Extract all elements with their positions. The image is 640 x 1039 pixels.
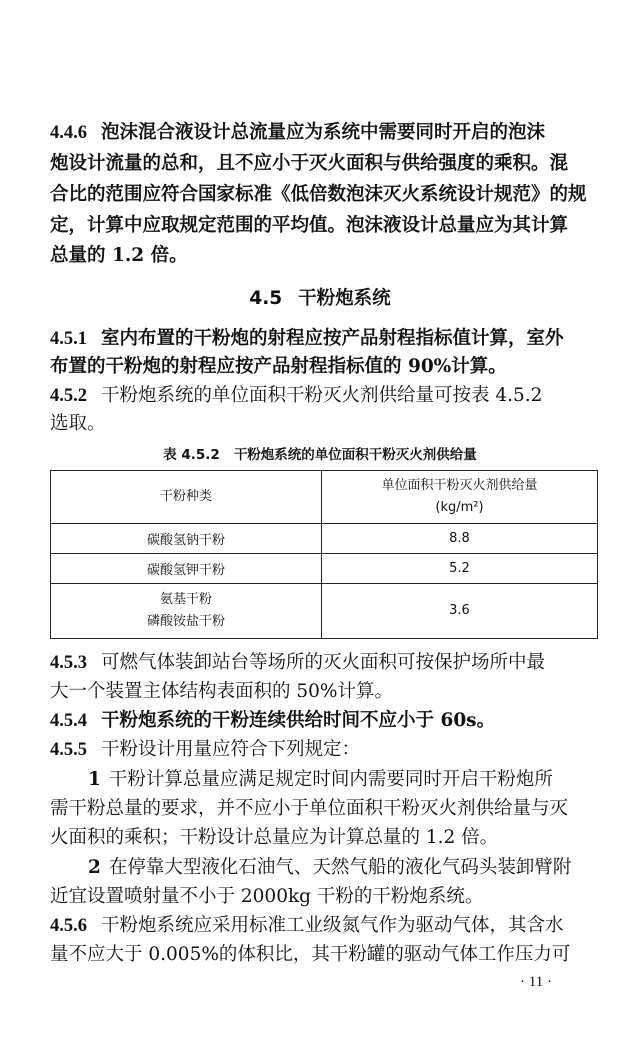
clause-number: 4.5.3 [50, 653, 87, 673]
clause-number: 4.4.6 [50, 123, 87, 143]
item-number: 1 [88, 769, 101, 790]
supply-rate-cell: 5.2 [322, 554, 598, 584]
clause-4-5-4-line-1 [50, 708, 495, 734]
supply-rate-cell: 3.6 [322, 584, 598, 639]
section-number: 4.5 [249, 288, 283, 309]
table-row [51, 584, 598, 639]
clause-4-5-6-line-2: 量不应大于 0.005%的体积比，其干粉罐的驱动气体工作压力可 [50, 944, 571, 965]
clause-4-5-5-item-1-line-2: 需干粉总量的要求，并不应小于单位面积干粉灭火剂供给量与灭 [50, 798, 569, 819]
table-number: 表 4.5.2 [163, 447, 220, 463]
clause-4-4-6-line-3: 合比的范围应符合国家标准《低倍数泡沫灭火系统设计规范》的规 [50, 184, 587, 205]
clause-text: 泡沫混合液设计总流量应为系统中需要同时开启的泡沫 [101, 122, 546, 143]
table-row [51, 524, 598, 554]
clause-4-5-6-line-1 [50, 913, 564, 939]
item-number: 2 [88, 857, 101, 878]
item-text: 干粉计算总量应满足规定时间内需要同时开启干粉炮所 [108, 769, 553, 790]
clause-text: 室内布置的干粉炮的射程应按产品射程指标值计算，室外 [101, 328, 564, 349]
powder-type-line-1: 氨基干粉 [159, 592, 212, 607]
clause-4-5-5-item-2-line-1 [88, 855, 571, 881]
clause-4-4-6-line-1 [50, 120, 545, 146]
clause-number: 4.5.4 [50, 711, 87, 731]
header-supply-rate-unit: (kg/m²) [435, 500, 484, 515]
section-title [0, 284, 640, 310]
supply-rate-cell: 8.8 [322, 524, 598, 554]
powder-type-cell: 碳酸氢钾干粉 [51, 554, 322, 584]
clause-4-5-5-item-1-line-3: 火面积的乘积；干粉设计总量应为计算总量的 1.2 倍。 [50, 827, 499, 848]
clause-4-5-2-line-2: 选取。 [50, 413, 106, 434]
table-row [51, 554, 598, 584]
item-text: 在停靠大型液化石油气、天然气船的液化气码头装卸臂附 [108, 857, 572, 878]
clause-4-5-2-line-1 [50, 383, 542, 409]
clause-4-5-5-line-1 [50, 737, 360, 763]
clause-4-4-6-line-4: 定，计算中应取规定范围的平均值。泡沫液设计总量应为其计算 [50, 215, 569, 236]
clause-4-5-5-item-2-line-2: 近宜设置喷射量不小于 2000kg 干粉的干粉炮系统。 [50, 886, 484, 907]
clause-4-4-6-line-2: 炮设计流量的总和，且不应小于灭火面积与供给强度的乘积。混 [50, 153, 569, 174]
clause-number: 4.5.5 [50, 740, 87, 760]
section-name: 干粉炮系统 [298, 288, 391, 309]
header-supply-rate-label: 单位面积干粉灭火剂供给量 [381, 478, 538, 493]
clause-4-5-5-item-1-line-1 [88, 767, 553, 793]
clause-number: 4.5.2 [50, 386, 87, 406]
clause-text: 可燃气体装卸站台等场所的灭火面积可按保护场所中最 [101, 652, 546, 673]
clause-4-4-6-line-5: 总量的 1.2 倍。 [50, 245, 188, 266]
powder-type-cell: 碳酸氢钠干粉 [51, 524, 322, 554]
clause-4-5-3-line-1 [50, 650, 545, 676]
powder-type-cell [51, 584, 322, 639]
clause-text: 干粉炮系统的干粉连续供给时间不应小于 60s。 [101, 710, 496, 731]
header-supply-rate [322, 471, 598, 524]
clause-number: 4.5.6 [50, 916, 87, 936]
table-caption [0, 443, 640, 463]
powder-type-line-2: 磷酸铵盐干粉 [146, 614, 225, 629]
clause-text: 干粉炮系统应采用标准工业级氮气作为驱动气体，其含水 [101, 915, 564, 936]
page-number: · 11 · [520, 974, 552, 990]
clause-4-5-3-line-2: 大一个装置主体结构表面积的 50%计算。 [50, 681, 394, 702]
header-powder-type: 干粉种类 [51, 471, 322, 524]
table-header-row [51, 471, 598, 524]
powder-supply-table [50, 470, 598, 639]
clause-text: 干粉炮系统的单位面积干粉灭火剂供给量可按表 4.5.2 [101, 385, 543, 406]
clause-4-5-1-line-1 [50, 326, 564, 352]
clause-text: 干粉设计用量应符合下列规定： [101, 739, 361, 760]
table-title: 干粉炮系统的单位面积干粉灭火剂供给量 [233, 447, 477, 463]
clause-4-5-1-line-2: 布置的干粉炮的射程应按产品射程指标值的 90%计算。 [50, 356, 507, 377]
clause-number: 4.5.1 [50, 329, 87, 349]
